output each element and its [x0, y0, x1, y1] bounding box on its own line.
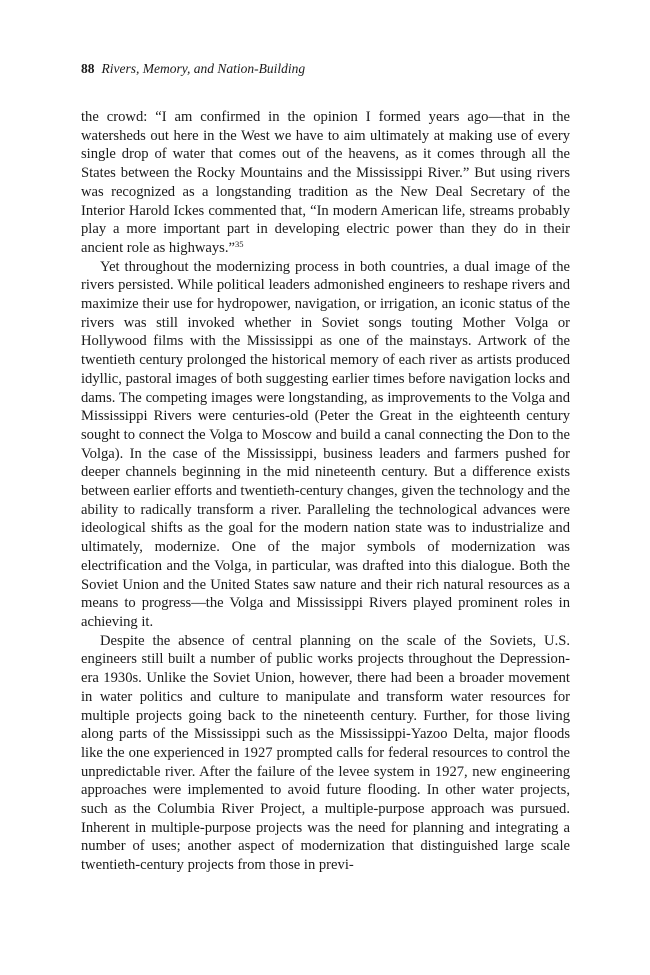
paragraph: Yet throughout the modernizing process in both countries, a dual image of the rivers persisted. While political leaders admonished engineers to reshape rivers and maximize their use for hydropower, navigation, or irrigation, an iconic status of the rivers was still invoked whether in Soviet songs touting Mother Volga or Hollywood films with the Mississippi as one of the mainstays. Artwork of the twentieth century prolonged the historical memory of each river as artists produced idyllic, pastoral images of both suggesting earlier times before navigation locks and dams. The competing images were longstanding, as improvements to the Volga and Mississippi Rivers were centuries-old (Peter the Great in the eighteenth century sought to connect the Volga to Moscow and build a canal connecting the Don to the Volga). In the case of the Mississippi, business leaders and farmers pushed for deeper channels beginning in the mid nineteenth century. But a difference exists between earlier efforts and twentieth-century changes, given the technology and the ability to radically transform a river. Paralleling the technological advances were ideological shifts as the goal for the modern nation state was to industrialize and ultimately, modernize. One of the major symbols of modernization was electrification and the Volga, in particular, was drafted into this dialogue. Both the Soviet Union and the United States saw nature and their rich natural resources as a means to progress—the Volga and Mississippi Rivers played prominent roles in achieving it.: [81, 258, 570, 630]
paragraph-text: the crowd: “I am confirmed in the opinion I formed years ago—that in the watersheds out here in the West we have to aim ultimately at making use of every single drop of water that comes out of the heavens, as it comes through all the States between the Rocky Mountains and the Mississippi River.” But using rivers was recognized as a longstanding tradition as the New Deal Secretary of the Interior Harold Ickes commented that, “In modern American life, streams probably play a more important part in developing electric power than they do in their ancient role as highways.”: [81, 109, 570, 256]
running-head: [81, 60, 305, 78]
running-title: Rivers, Memory, and Nation-Building: [101, 61, 306, 76]
footnote-marker: 35: [235, 238, 244, 249]
paragraph: Despite the absence of central planning on the scale of the Soviets, U.S. engineers still built a number of public works projects throughout the Depression-era 1930s. Unlike the Soviet Union, however, there had been a broader movement in water politics and culture to manipulate and transform water resources for multiple projects going back to the nineteenth century. Further, for those living along parts of the Mississippi such as the Mississippi-Yazoo Delta, major floods like the one experienced in 1927 prompted calls for federal resources to control the unpredictable river. After the failure of the levee system in 1927, new engineering approaches were implemented to avoid future flooding. In other water projects, such as the Columbia River Project, a multiple-purpose approach was pursued. Inherent in multiple-purpose projects was the need for planning and integrating a number of uses; another aspect of modernization that distinguished large scale twentieth-century projects from those in previ-: [81, 632, 570, 874]
body-text: [81, 108, 570, 875]
page-number: 88: [81, 61, 95, 76]
paragraph: [81, 108, 570, 258]
